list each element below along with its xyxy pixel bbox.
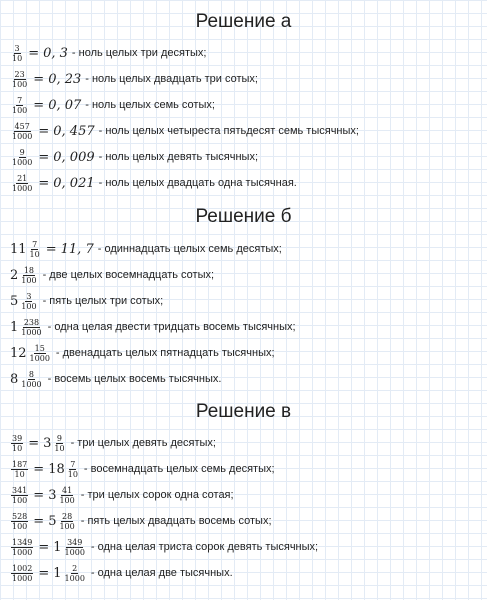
reading-text: - ноль целых три десятых; — [71, 47, 207, 59]
whole-part: 12 — [10, 345, 27, 361]
whole-part: 2 — [10, 267, 19, 283]
denominator: 1000 — [64, 547, 85, 557]
section-b-row — [10, 314, 296, 340]
numerator: 21 — [17, 173, 28, 183]
decimal-value: 0, 3 — [43, 45, 68, 61]
section-b-row — [10, 262, 214, 288]
reading-text: - двенадцать целых пятнадцать тысячных; — [55, 347, 275, 359]
whole-part: 11 — [10, 241, 27, 257]
denominator: 10 — [12, 53, 23, 63]
expression — [10, 564, 87, 583]
section-c-row — [10, 482, 234, 508]
reading-text: - ноль целых четыреста пятьдесят семь тысячных; — [98, 125, 359, 137]
reading-text: - одна целая триста сорок девять тысячных; — [90, 541, 319, 553]
equals-sign: = — [33, 97, 45, 113]
numerator: 457 — [14, 121, 30, 131]
section-a-row — [10, 40, 206, 66]
section-a-row — [10, 170, 297, 196]
decimal-value: 11, 7 — [60, 241, 94, 257]
section-b-title: Решение б — [195, 206, 292, 227]
whole-part: 8 — [10, 371, 19, 387]
decimal-value: 0, 457 — [53, 123, 95, 139]
reading-text: - две целых восемнадцать сотых; — [42, 269, 215, 281]
equals-sign: = — [33, 513, 45, 529]
denominator: 10 — [54, 443, 65, 453]
denominator: 1000 — [12, 157, 33, 167]
mixed-fraction — [67, 460, 79, 479]
equals-sign: = — [33, 487, 45, 503]
expression — [10, 292, 39, 311]
reading-text: - три целых сорок одна сотая; — [80, 489, 234, 501]
equals-sign: = — [38, 123, 50, 139]
denominator: 1000 — [64, 573, 85, 583]
reading-text: - восемь целых восемь тысячных. — [47, 373, 222, 385]
decimal-value: 0, 23 — [48, 71, 82, 87]
whole-part: 5 — [48, 513, 57, 529]
denominator: 100 — [12, 521, 28, 531]
equals-sign: = — [45, 241, 57, 257]
numerator: 1349 — [12, 537, 33, 547]
mixed-fraction — [64, 538, 86, 557]
section-c-title: Решение в — [195, 401, 292, 422]
equals-sign: = — [28, 45, 40, 61]
reading-text: - ноль целых девять тысячных; — [98, 151, 259, 163]
numerator: 39 — [12, 433, 23, 443]
numerator: 528 — [12, 511, 28, 521]
fraction — [20, 292, 37, 311]
equals-sign: = — [28, 435, 40, 451]
denominator: 10 — [12, 443, 23, 453]
section-a-row — [10, 66, 258, 92]
equals-sign: = — [38, 175, 50, 191]
expression — [10, 44, 68, 63]
whole-part: 1 — [10, 319, 19, 335]
fraction — [11, 122, 33, 141]
numerator: 349 — [67, 537, 83, 547]
decimal-value: 0, 021 — [53, 175, 95, 191]
section-a-title: Решение а — [195, 11, 292, 32]
equals-sign: = — [33, 461, 45, 477]
whole-part: 5 — [10, 293, 19, 309]
fraction — [11, 70, 28, 89]
expression — [10, 370, 44, 389]
denominator: 100 — [59, 495, 75, 505]
fraction — [20, 370, 42, 389]
improper-fraction — [11, 564, 33, 583]
expression — [10, 70, 81, 89]
equals-sign: = — [38, 539, 50, 555]
improper-fraction — [11, 434, 23, 453]
section-b-row — [10, 236, 282, 262]
numerator: 41 — [62, 485, 73, 495]
section-a-row — [10, 144, 258, 170]
reading-text: - ноль целых двадцать одна тысячная. — [98, 177, 297, 189]
denominator: 100 — [59, 521, 75, 531]
numerator: 3 — [26, 291, 32, 301]
fraction — [11, 96, 28, 115]
numerator: 9 — [19, 147, 25, 157]
denominator: 1000 — [12, 131, 33, 141]
section-b-row — [10, 366, 221, 392]
expression — [10, 318, 44, 337]
section-c-row — [10, 430, 216, 456]
mixed-fraction — [53, 434, 65, 453]
fraction — [20, 266, 37, 285]
denominator: 1000 — [12, 573, 33, 583]
numerator: 28 — [62, 511, 73, 521]
improper-fraction — [11, 538, 33, 557]
section-c-row — [10, 560, 233, 586]
section-a-row — [10, 92, 215, 118]
fraction — [11, 148, 33, 167]
reading-text: - пять целых три сотых; — [42, 295, 164, 307]
numerator: 7 — [32, 239, 38, 249]
reading-text: - ноль целых двадцать три сотых; — [85, 73, 258, 85]
reading-text: - ноль целых семь сотых; — [85, 99, 215, 111]
section-b-row — [10, 340, 275, 366]
numerator: 2 — [72, 563, 78, 573]
fraction — [29, 344, 51, 363]
decimal-value: 0, 009 — [53, 149, 95, 165]
numerator: 7 — [70, 459, 76, 469]
expression — [10, 460, 80, 479]
fraction — [20, 318, 42, 337]
whole-part: 3 — [43, 435, 52, 451]
whole-part: 3 — [48, 487, 57, 503]
denominator: 100 — [21, 301, 37, 311]
denominator: 1000 — [29, 353, 50, 363]
section-c-row — [10, 508, 272, 534]
mixed-fraction — [58, 512, 75, 531]
improper-fraction — [11, 512, 28, 531]
expression — [10, 512, 77, 531]
denominator: 100 — [12, 495, 28, 505]
decimal-value: 0, 07 — [48, 97, 82, 113]
section-a-row — [10, 118, 359, 144]
numerator: 9 — [56, 433, 63, 443]
numerator: 238 — [23, 317, 40, 327]
numerator: 18 — [23, 265, 35, 275]
section-b-row — [10, 288, 163, 314]
expression — [10, 240, 94, 259]
expression — [10, 96, 81, 115]
numerator: 187 — [12, 459, 28, 469]
equals-sign: = — [33, 71, 45, 87]
whole-part: 18 — [48, 461, 65, 477]
numerator: 341 — [12, 485, 28, 495]
equals-sign: = — [38, 565, 50, 581]
whole-part: 1 — [53, 565, 62, 581]
numerator: 8 — [28, 369, 34, 379]
reading-text: - одна целая двести тридцать восемь тысячных; — [47, 321, 296, 333]
denominator: 10 — [67, 469, 78, 479]
numerator: 3 — [14, 43, 20, 53]
reading-text: - три целых девять десятых; — [70, 437, 216, 449]
expression — [10, 174, 95, 193]
expression — [10, 148, 95, 167]
section-c-row — [10, 534, 318, 560]
denominator: 1000 — [12, 547, 33, 557]
denominator: 100 — [12, 79, 28, 89]
fraction — [11, 44, 23, 63]
numerator: 1002 — [12, 563, 33, 573]
whole-part: 1 — [53, 539, 62, 555]
expression — [10, 538, 87, 557]
section-c-row — [10, 456, 275, 482]
denominator: 1000 — [21, 327, 42, 337]
denominator: 10 — [29, 249, 40, 259]
expression — [10, 122, 95, 141]
numerator: 23 — [14, 69, 25, 79]
improper-fraction — [11, 460, 28, 479]
fraction — [29, 240, 41, 259]
improper-fraction — [11, 486, 28, 505]
expression — [10, 486, 77, 505]
fraction — [11, 174, 33, 193]
numerator: 15 — [34, 343, 45, 353]
mixed-fraction — [58, 486, 75, 505]
expression — [10, 344, 52, 363]
reading-text: - пять целых двадцать восемь сотых; — [80, 515, 272, 527]
reading-text: - одиннадцать целых семь десятых; — [97, 243, 282, 255]
denominator: 1000 — [21, 379, 42, 389]
denominator: 10 — [14, 469, 25, 479]
denominator: 100 — [12, 105, 28, 115]
mixed-fraction — [64, 564, 86, 583]
denominator: 1000 — [12, 183, 33, 193]
expression — [10, 434, 67, 453]
reading-text: - одна целая две тысячных. — [90, 567, 233, 579]
expression — [10, 266, 39, 285]
equals-sign: = — [38, 149, 50, 165]
numerator: 7 — [17, 95, 23, 105]
denominator: 100 — [21, 275, 37, 285]
reading-text: - восемнадцать целых семь десятых; — [83, 463, 275, 475]
